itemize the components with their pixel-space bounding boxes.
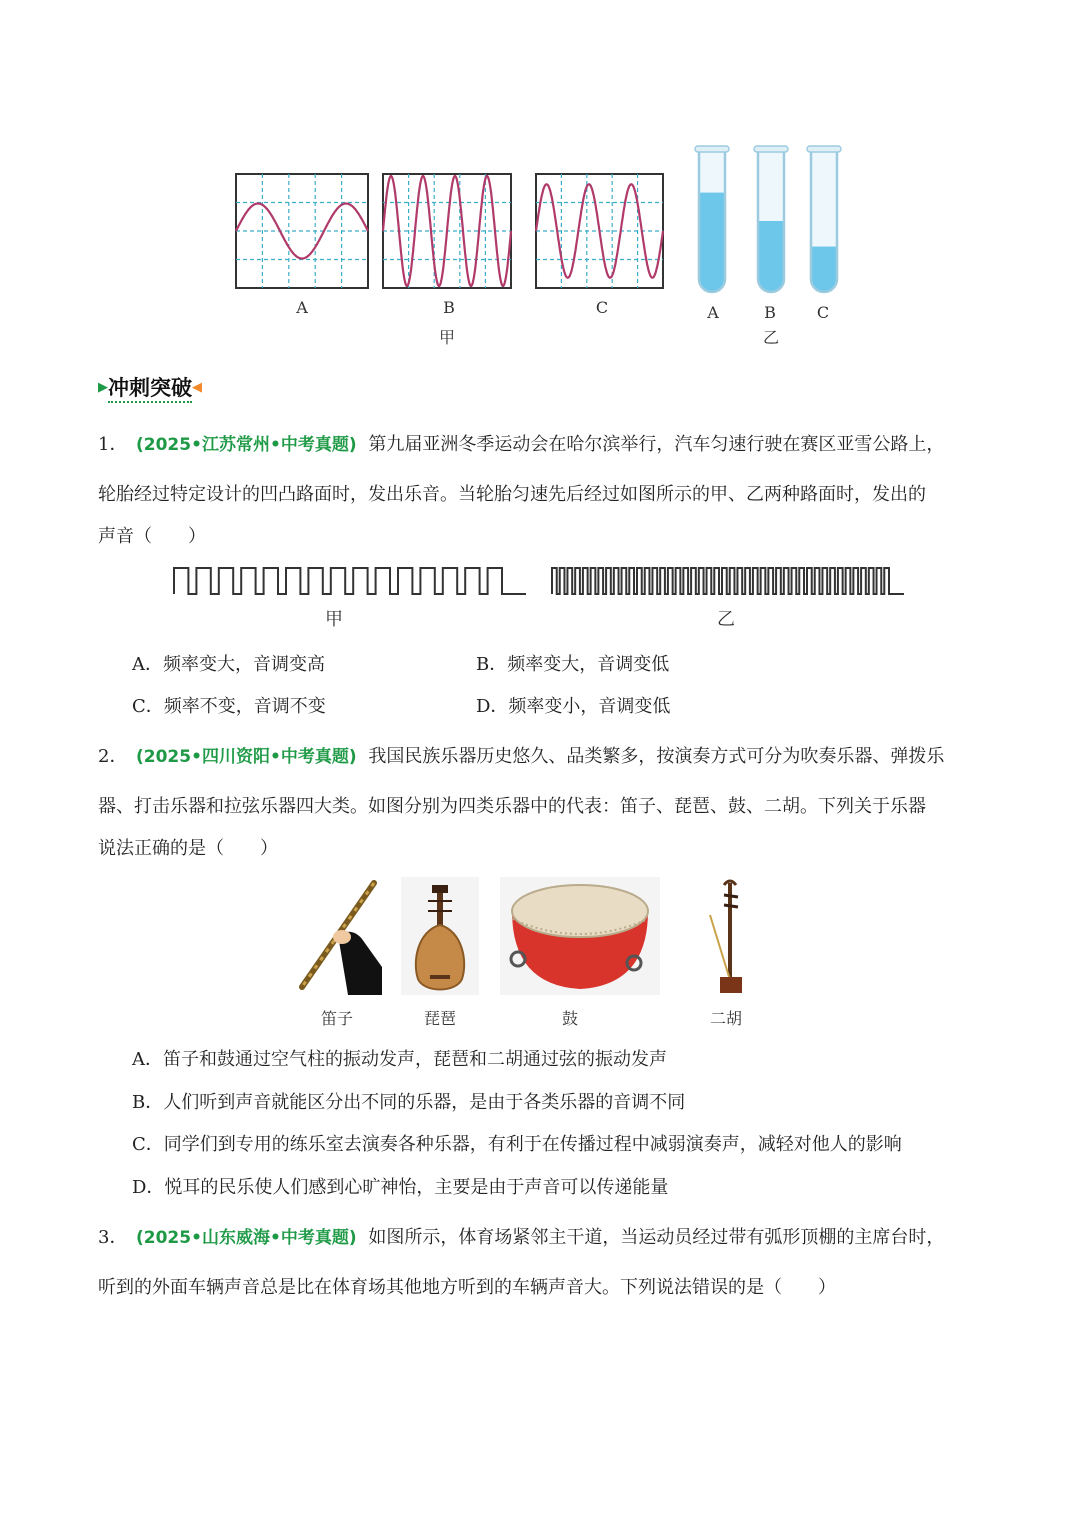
wave-panel-a	[236, 174, 368, 288]
tube-a-label: A	[707, 303, 719, 322]
road-jia	[174, 568, 526, 594]
q1-option-a[interactable]: A．频率变大，音调变高	[132, 654, 325, 675]
q2-option-d[interactable]: D．悦耳的民乐使人们感到心旷神怡，主要是由于声音可以传递能量	[132, 1177, 669, 1198]
instruments-figure	[290, 875, 770, 1000]
pipa-image	[401, 877, 479, 995]
dizi-image	[302, 883, 382, 995]
q2-text-line2: 器、打击乐器和拉弦乐器四大类。如图分别为四类乐器中的代表：笛子、琵琶、鼓、二胡。下列关于乐器	[98, 796, 926, 817]
q2-number: 2．	[98, 746, 128, 767]
triangle-right-icon: ▶	[98, 380, 108, 395]
wave-a-label: A	[296, 298, 308, 317]
section-heading	[98, 372, 202, 402]
road-surface-figure	[160, 560, 920, 605]
q2-option-c[interactable]: C．同学们到专用的练乐室去演奏各种乐器，有利于在传播过程中减弱演奏声，减轻对他人的影响	[132, 1134, 902, 1155]
section-title-text: 冲刺突破	[108, 376, 192, 403]
drum-image	[500, 877, 660, 995]
tube-liquid	[758, 221, 784, 294]
q3-line1	[98, 1223, 944, 1249]
q1-option-b[interactable]: B．频率变大，音调变低	[476, 654, 670, 675]
test-tube-c	[807, 146, 841, 294]
q3-text-line2: 听到的外面车辆声音总是比在体育场其他地方听到的车辆声音大。下列说法错误的是（ ）	[98, 1277, 836, 1298]
road-yi	[552, 568, 904, 594]
wave-panel-c	[536, 174, 663, 288]
top-figure	[0, 0, 1080, 360]
q3-text-line1: 如图所示，体育场紧邻主干道，当运动员经过带有弧形顶棚的主席台时，	[368, 1227, 945, 1248]
q2-option-b[interactable]: B．人们听到声音就能区分出不同的乐器，是由于各类乐器的音调不同	[132, 1092, 686, 1113]
q3-source: (2025•山东威海•中考真题)	[136, 1228, 357, 1248]
tube-c-label: C	[816, 303, 830, 322]
test-tube-b	[754, 146, 788, 294]
waves-caption: 甲	[438, 328, 455, 347]
q1-number: 1．	[98, 434, 128, 455]
instrument-label-pipa: 琵琶	[423, 1009, 456, 1028]
q2-source: (2025•四川资阳•中考真题)	[136, 747, 357, 767]
q1-text-line2: 轮胎经过特定设计的凹凸路面时，发出乐音。当轮胎匀速先后经过如图所示的甲、乙两种路面时，发出的	[98, 484, 926, 505]
wave-b-label: B	[443, 298, 455, 317]
road-jia-label: 甲	[325, 609, 343, 630]
q1-text-line3: 声音（ ）	[98, 526, 206, 547]
wave-c-label: C	[595, 298, 609, 317]
tubes-caption: 乙	[762, 328, 779, 347]
tube-b-label: B	[764, 303, 776, 322]
road-yi-label: 乙	[717, 609, 735, 630]
q1-option-d[interactable]: D．频率变小，音调变低	[476, 696, 671, 717]
q1-source: (2025•江苏常州•中考真题)	[136, 435, 357, 455]
q1-line1	[98, 430, 944, 456]
erhu-image	[710, 881, 742, 993]
q2-text-line1: 我国民族乐器历史悠久、品类繁多，按演奏方式可分为吹奏乐器、弹拨乐	[368, 746, 945, 767]
instrument-label-dizi: 笛子	[320, 1009, 353, 1028]
tube-liquid	[699, 193, 725, 294]
instrument-label-drum: 鼓	[561, 1009, 578, 1028]
instrument-label-erhu: 二胡	[709, 1009, 742, 1028]
q3-number: 3．	[98, 1227, 128, 1248]
wave-panel-b	[383, 174, 511, 288]
q1-option-c[interactable]: C．频率不变，音调不变	[132, 696, 326, 717]
triangle-left-icon: ◀	[192, 380, 202, 395]
q2-line1	[98, 742, 944, 768]
q1-text-line1: 第九届亚洲冬季运动会在哈尔滨举行，汽车匀速行驶在赛区亚雪公路上，	[368, 434, 945, 455]
test-tube-a	[695, 146, 729, 294]
q2-option-a[interactable]: A．笛子和鼓通过空气柱的振动发声，琵琶和二胡通过弦的振动发声	[132, 1049, 667, 1070]
q2-text-line3: 说法正确的是（ ）	[98, 838, 278, 859]
